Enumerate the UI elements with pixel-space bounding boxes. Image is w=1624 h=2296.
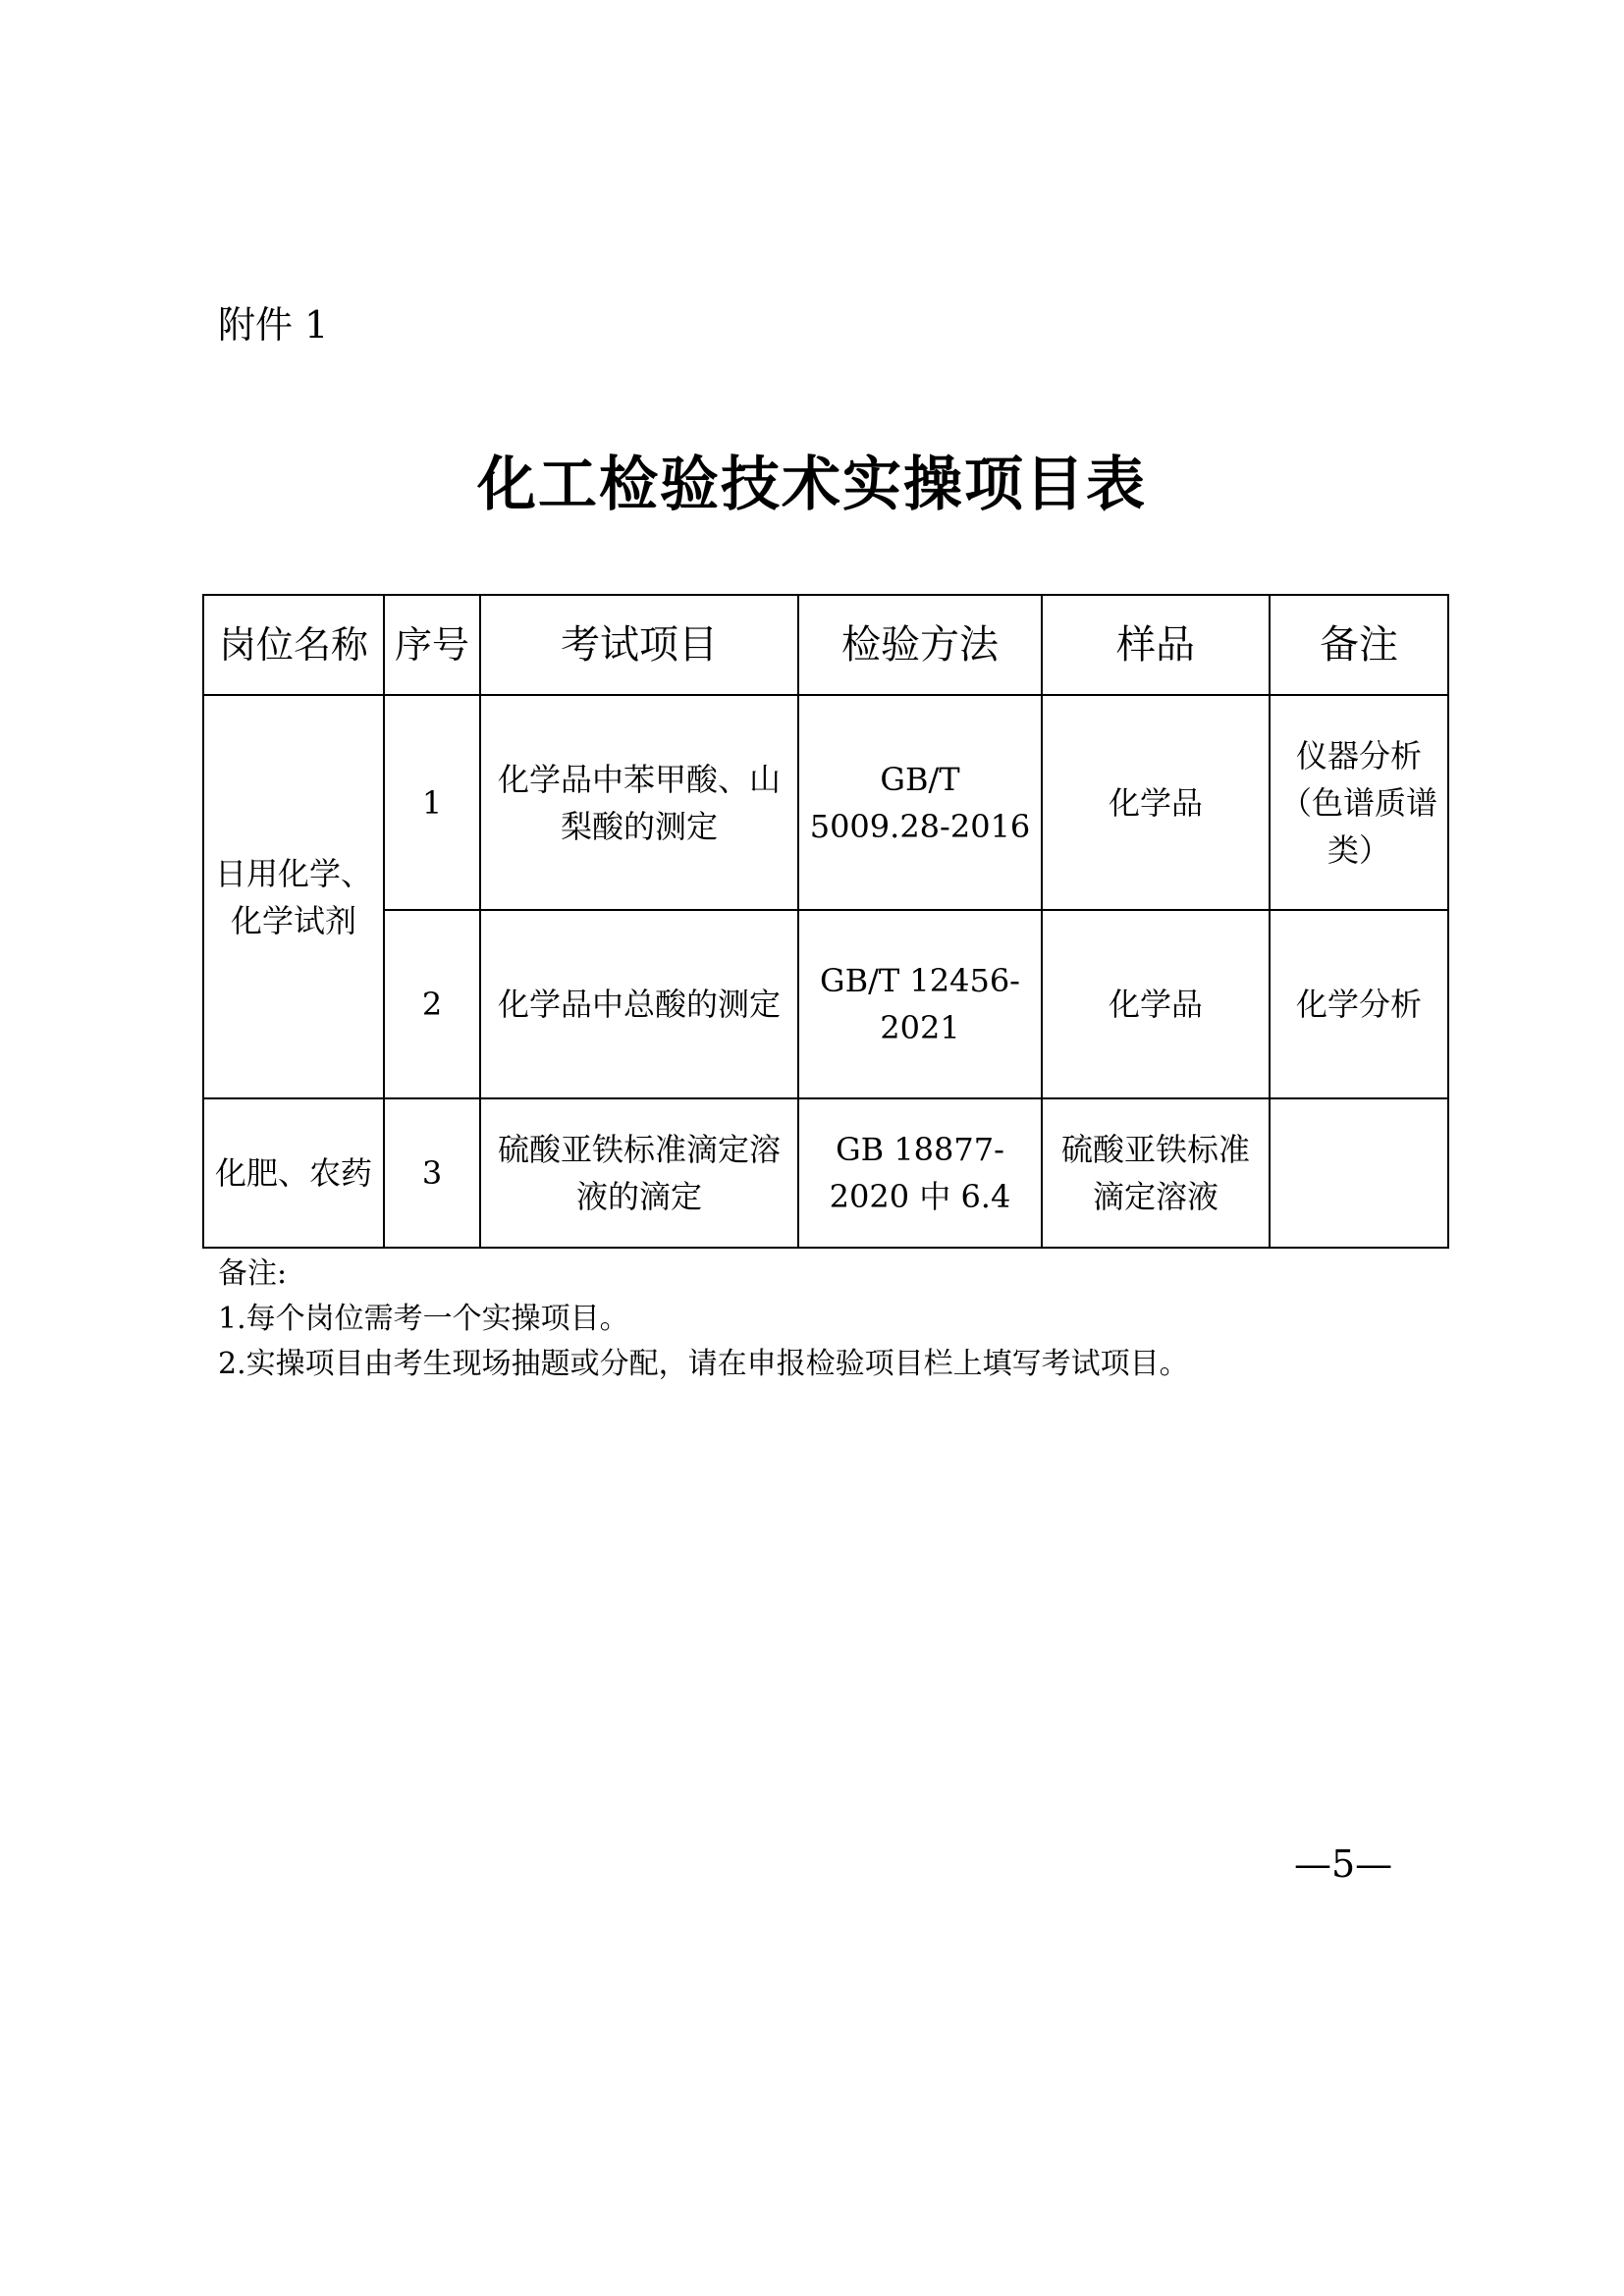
column-header-remark: 备注 [1270,595,1448,695]
note-line: 1.每个岗位需考一个实操项目。 [218,1302,629,1336]
column-header-exam-item: 考试项目 [480,595,798,695]
post-cell: 化肥、农药 [203,1098,384,1248]
table-row [203,1098,1448,1248]
number-cell: 3 [384,1098,480,1248]
exam-item-cell: 化学品中总酸的测定 [480,910,798,1098]
sample-cell: 硫酸亚铁标准滴定溶液 [1042,1098,1270,1248]
sample-cell: 化学品 [1042,910,1270,1098]
exam-items-table [202,594,1449,1249]
page-title: 化工检验技术实操项目表 [477,451,1147,519]
notes-heading: 备注: [218,1256,288,1291]
column-header-method: 检验方法 [798,595,1042,695]
post-cell: 日用化学、化学试剂 [203,695,384,1098]
note-line: 2.实操项目由考生现场抽题或分配，请在申报检验项目栏上填写考试项目。 [218,1347,1189,1381]
page-number: —5— [1294,1842,1393,1886]
table-row [203,695,1448,910]
column-header-post: 岗位名称 [203,595,384,695]
table-header-row [203,595,1448,695]
column-header-number: 序号 [384,595,480,695]
column-header-sample: 样品 [1042,595,1270,695]
attachment-label: 附件 1 [218,303,329,347]
exam-item-cell: 化学品中苯甲酸、山梨酸的测定 [480,695,798,910]
number-cell: 1 [384,695,480,910]
remark-cell: 仪器分析（色谱质谱类） [1270,695,1448,910]
method-cell: GB/T 12456-2021 [798,910,1042,1098]
remark-cell [1270,1098,1448,1248]
method-cell: GB 18877-2020 中 6.4 [798,1098,1042,1248]
table-row [203,910,1448,1098]
sample-cell: 化学品 [1042,695,1270,910]
method-cell: GB/T 5009.28-2016 [798,695,1042,910]
number-cell: 2 [384,910,480,1098]
exam-item-cell: 硫酸亚铁标准滴定溶液的滴定 [480,1098,798,1248]
remark-cell: 化学分析 [1270,910,1448,1098]
notes-section [218,1252,1189,1387]
